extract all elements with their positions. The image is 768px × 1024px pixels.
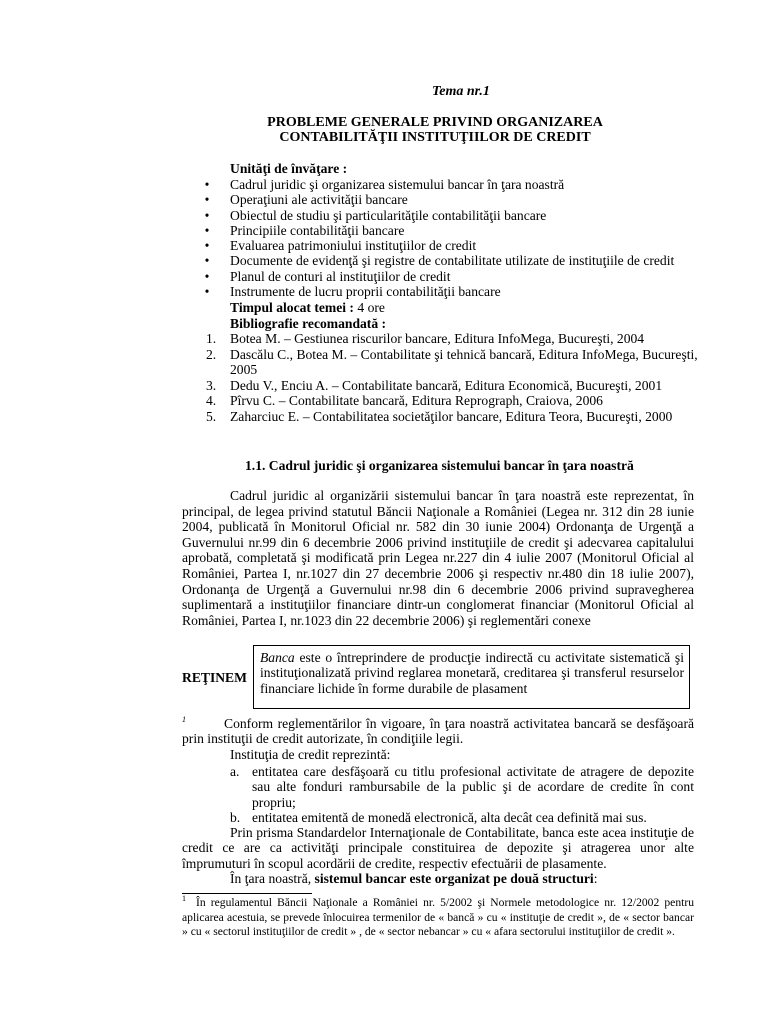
page-title-line-2: CONTABILITĂŢII INSTITUŢIILOR DE CREDIT bbox=[279, 130, 591, 145]
bullet-icon: • bbox=[204, 177, 210, 192]
definition-box bbox=[253, 645, 690, 709]
time-allocated: Timpul alocat temei : 4 ore bbox=[230, 300, 385, 315]
list-item: a. entitatea care desfăşoară cu titlu profesional activitate de atragere de depozite sau alte fonduri rambursabile de la public şi de acordare de credite în cont propriu; bbox=[230, 764, 694, 810]
definition-text: Banca este o întreprindere de producţie indirectă cu activitate sistematică şi instituţionalizată privind reglarea monetară, creditarea şi transferul resurselor financiare lichide în forme durabile de plasament bbox=[260, 650, 684, 696]
list-item: 5. Zaharciuc E. – Contabilitatea societăţilor bancare, Editura Teora, Bucureşti, 2000 bbox=[206, 408, 673, 424]
topic-label: Tema nr.1 bbox=[432, 84, 490, 99]
section-heading: 1.1. Cadrul juridic şi organizarea sistemului bancar în ţara noastră bbox=[245, 458, 634, 473]
footnote-reference: 1 bbox=[182, 715, 186, 725]
bullet-icon: • bbox=[204, 192, 210, 208]
bullet-icon: • bbox=[204, 222, 210, 238]
definition-list bbox=[230, 764, 694, 826]
bibliography-list bbox=[206, 331, 706, 425]
list-item: b. entitatea emitentă de monedă electronică, alta decât cea definită mai sus. bbox=[230, 810, 647, 826]
list-item: • Cadrul juridic şi organizarea sistemului bancar în ţara noastră bbox=[202, 177, 674, 192]
list-item: • Planul de conturi al instituţiilor de credit bbox=[202, 269, 674, 284]
bullet-icon: • bbox=[204, 238, 210, 254]
bibliography-heading: Bibliografie recomandată : bbox=[230, 316, 387, 331]
units-list bbox=[202, 177, 674, 299]
list-item: 1. Botea M. – Gestiunea riscurilor bancare, Editura InfoMega, Bucureşti, 2004 bbox=[206, 331, 645, 346]
definition-term: Banca bbox=[260, 650, 295, 665]
legal-framework-paragraph: Cadrul juridic al organizării sistemului bancar în ţara noastră este reprezentat, în principal, de legea privind statutul Băncii Naţionale a României (Legea nr. 312 din 28 iunie 2004, publicată în Monitorul Oficial nr. 582 din 30 iunie 2004) Ordonanţa de Urgenţă a Guvernului nr.99 din 6 decembrie 2006 privind instituţiile de credit şi adecvarea capitalului aprobată, completată şi modificată prin Legea nr.227 din 4 iulie 2007 (Monitorul Oficial al României, Partea I, nr.1027 din 27 decembrie 2006 şi respectiv nr.480 din 18 iulie 2007), Ordonanţa de Urgenţă a Guvernului nr.98 din 6 decembrie 2006 privind supravegherea suplimentară a instituţiilor financiare dintr-un conglomerat financiar (Monitorul Oficial al României, Partea I, nr.1023 din 22 decembrie 2006) şi reglementări conexe bbox=[182, 488, 694, 628]
list-item: 4. Pîrvu C. – Contabilitate bancară, Editura Reprograph, Craiova, 2006 bbox=[206, 393, 603, 409]
bullet-icon: • bbox=[204, 284, 210, 300]
list-item: 2. Dascălu C., Botea M. – Contabilitate şi tehnică bancară, Editura InfoMega, Bucureşti, 2005 bbox=[206, 346, 698, 378]
list-item: • Instrumente de lucru proprii contabilităţii bancare bbox=[202, 284, 674, 299]
list-item: 3. Dedu V., Enciu A. – Contabilitate bancară, Editura Economică, Bucureşti, 2001 bbox=[206, 377, 663, 393]
structure-paragraph: În ţara noastră, sistemul bancar este organizat pe două structuri: bbox=[230, 871, 598, 886]
list-item: • Evaluarea patrimoniului instituţiilor de credit bbox=[202, 238, 674, 253]
footnote: $^1$ În regulamentul Băncii Naţionale a României nr. 5/2002 şi Normele metodologice nr. 12/2002 pentru aplicarea acestuia, se prevede înlocuirea termenilor de « bancă » cu « instituţie de credit », de « sector bancar » cu « sectorul instituţiilor de credit » , de « sector nebancar » cu « afara sectorului instituţiilor de credit ». bbox=[182, 894, 694, 939]
page-title-line-1: PROBLEME GENERALE PRIVIND ORGANIZAREA bbox=[267, 115, 603, 130]
bullet-icon: • bbox=[204, 207, 210, 223]
list-item: • Documente de evidenţă şi registre de contabilitate utilizate de instituţiile de credit bbox=[202, 253, 674, 268]
list-item: • Principiile contabilităţii bancare bbox=[202, 223, 674, 238]
list-item: • Obiectul de studiu şi particularităţile contabilităţii bancare bbox=[202, 208, 674, 223]
ias-paragraph: Prin prisma Standardelor Internaţionale de Contabilitate, banca este acea instituţie de credit ce are ca activităţi principale constituirea de depozite şi atragerea unor alte împrumuturi în scopul acordării de credite, respectiv efectuării de plasamente. bbox=[182, 825, 694, 871]
list-item: • Operaţiuni ale activităţii bancare bbox=[202, 192, 674, 207]
bullet-icon: • bbox=[204, 268, 210, 284]
retinem-label: REŢINEM bbox=[182, 670, 247, 685]
units-heading: Unităţi de învăţare : bbox=[230, 161, 348, 176]
regulation-paragraph: $^1$ Conform reglementărilor în vigoare, în ţara noastră activitatea bancară se desfăşoară prin instituţii de credit autorizate, în condiţiile legii. Instituţia de credit reprezintă: bbox=[182, 715, 694, 762]
bullet-icon: • bbox=[204, 253, 210, 269]
footnote-divider bbox=[182, 893, 312, 894]
credit-institution-intro: Instituţia de credit reprezintă: bbox=[230, 746, 391, 762]
